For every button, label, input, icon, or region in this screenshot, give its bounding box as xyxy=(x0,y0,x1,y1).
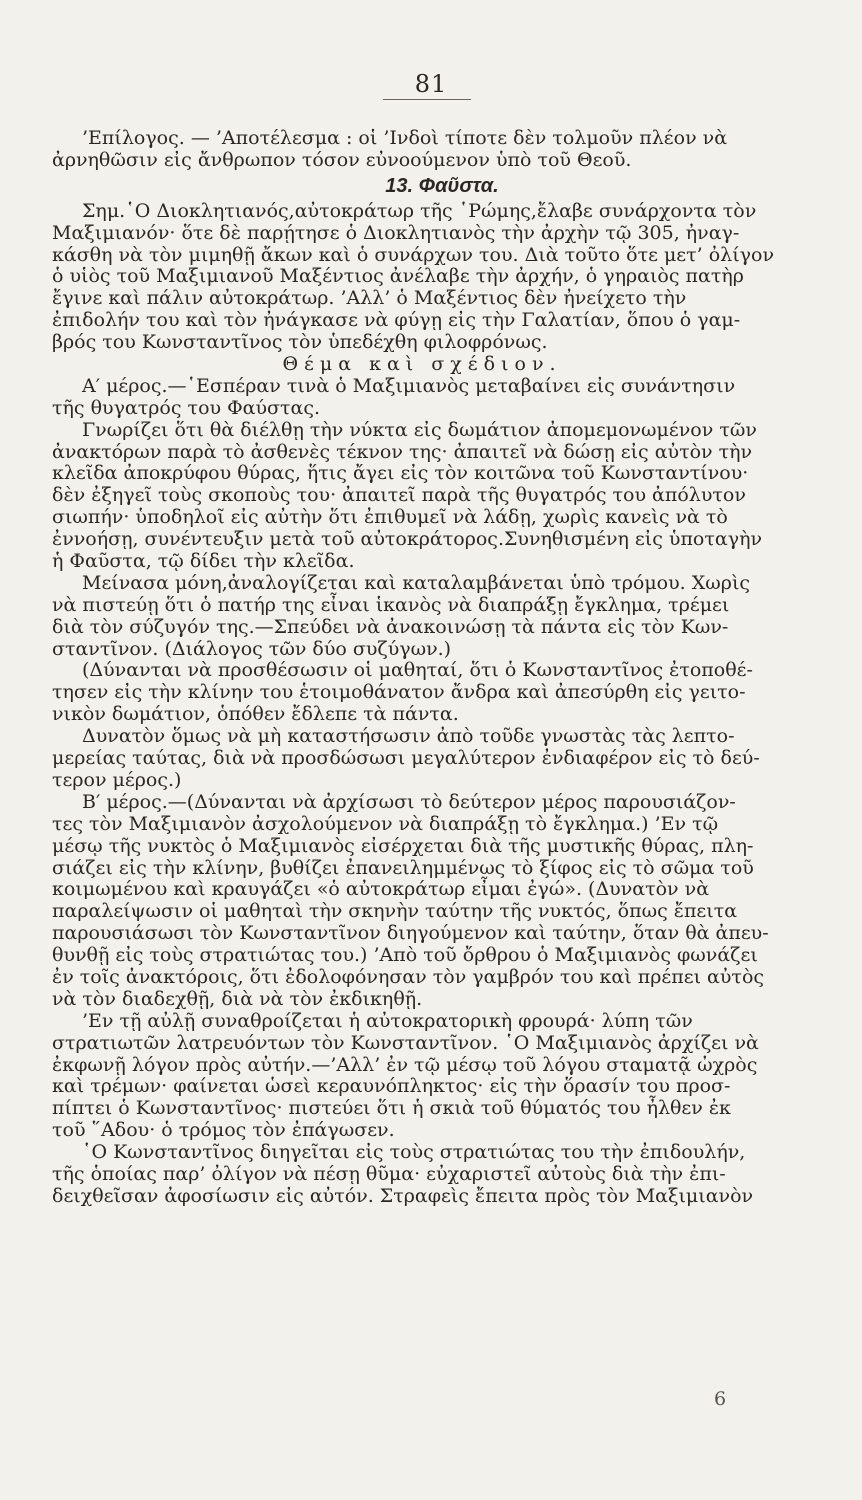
section-heading: 13. Φαῦστα. xyxy=(385,174,499,197)
text-line: τοῦ ῞Αδου· ὁ τρόμος τὸν ἐπάγωσεν. xyxy=(52,1119,395,1142)
text-line: κλεῖδα ἀποκρύφου θύρας, ἥτις ἄγει εἰς τὸν κοιτῶνα τοῦ Κωνσταντίνου· xyxy=(52,462,749,485)
text-line: Β′ μέρος.—(Δύνανται νὰ ἀρχίσωσι τὸ δεύτερον μέρος παρουσιάζον- xyxy=(82,790,736,813)
text-line: ὁ υἱὸς τοῦ Μαξιμιανοῦ Μαξέντιος ἀνέλαβε τὴν ἀρχήν, ὁ γηραιὸς πατὴρ xyxy=(52,265,744,288)
text-line: διὰ τὸν σύζυγόν της.—Σπεύδει νὰ ἀνακοινώσῃ τὰ πάντα εἰς τὸν Κων- xyxy=(52,615,729,638)
text-line: βρός του Κωνσταντῖνος τὸν ὑπεδέχθη φιλοφρόνως. xyxy=(52,331,548,354)
text-line: ἡ Φαῦστα, τῷ δίδει τὴν κλεῖδα. xyxy=(52,550,355,573)
page-number: 81 xyxy=(414,70,448,98)
text-line: ἀνακτόρων παρὰ τὸ ἀσθενὲς τέκνον της· ἀπαιτεῖ νὰ δώσῃ εἰς αὐτὸν τὴν xyxy=(52,440,753,463)
text-line: δὲν ἐξηγεῖ τοὺς σκοποὺς του· ἀπαιτεῖ παρὰ τῆς θυγατρός του ἀπόλυτον xyxy=(52,484,746,507)
text-line: Α′ μέρος.—῾Εσπέραν τινὰ ὁ Μαξιμιανὸς μεταβαίνει εἰς συνάντησιν xyxy=(82,374,736,397)
signature-mark: 6 xyxy=(714,1388,727,1410)
text-line: κάσθη νὰ τὸν μιμηθῇ ἄκων καὶ ὁ συνάρχων του. Διὰ τοῦτο ὅτε μετ’ ὀλίγον xyxy=(52,243,775,266)
text-line: πίπτει ὁ Κωνσταντῖνος· πιστεύει ὅτι ἡ σκιὰ τοῦ θύματός του ἦλθεν ἐκ xyxy=(52,1097,731,1120)
text-line: ῾Ο Κωνσταντῖνος διηγεῖται εἰς τοὺς στρατιώτας του τὴν ἐπιδουλήν, xyxy=(82,1141,746,1164)
text-line: Σημ.῾Ο Διοκλητιανός,αὐτοκράτωρ τῆς ῾Ρώμης,ἔλαβε συνάρχοντα τὸν xyxy=(82,199,757,222)
text-line: στρατιωτῶν λατρευόντων τὸν Κωνσταντῖνον. ῾Ο Μαξιμιανὸς ἀρχίζει νὰ xyxy=(52,1031,759,1054)
text-line: ’Εν τῇ αὐλῇ συναθροίζεται ἡ αὐτοκρατορικὴ φρουρά· λύπη τῶν xyxy=(82,1009,693,1032)
text-line: Μαξιμιανόν· ὅτε δὲ παρῄτησε ὁ Διοκλητιανὸς τὴν ἀρχὴν τῷ 305, ἠναγ- xyxy=(52,221,740,244)
text-line: μερείας ταύτας, διὰ νὰ προσδώσωσι μεγαλύτερον ἐνδιαφέρον εἰς τὸ δεύ- xyxy=(52,747,760,770)
text-line: τερον μέρος.) xyxy=(52,768,182,791)
header-rule xyxy=(383,99,471,100)
text-line: νικὸν δωμάτιον, ὁπόθεν ἔδλεπε τὰ πάντα. xyxy=(52,703,459,726)
text-line: νὰ πιστεύῃ ὅτι ὁ πατήρ της εἶναι ἱκανὸς νὰ διαπράξῃ ἔγκλημα, τρέμει xyxy=(52,593,730,616)
text-line: ἐπιδολήν του καὶ τὸν ἠνάγκασε νὰ φύγῃ εἰς τὴν Γαλατίαν, ὅπου ὁ γαμ- xyxy=(52,309,741,332)
text-line: (Δύνανται νὰ προσθέσωσιν οἱ μαθηταί, ὅτι ὁ Κωνσταντῖνος ἐτοποθέ- xyxy=(82,659,753,682)
text-line: σταντῖνον. (Διάλογος τῶν δύο συζύγων.) xyxy=(52,637,452,660)
text-line: ἐν τοῖς ἀνακτόροις, ὅτι ἐδολοφόνησαν τὸν γαμβρόν του καὶ πρέπει αὐτὸς xyxy=(52,965,765,988)
text-line: Μείνασα μόνη,ἀναλογίζεται καὶ καταλαμβάνεται ὑπὸ τρόμου. Χωρὶς xyxy=(82,571,751,594)
text-line: τῆς ὁποίας παρ’ ὀλίγον νὰ πέσῃ θῦμα· εὐχαριστεῖ αὐτοὺς διὰ τὴν ἐπι- xyxy=(52,1162,726,1185)
text-line: τῆς θυγατρός του Φαύστας. xyxy=(52,396,321,419)
page-body xyxy=(52,128,792,1208)
text-line: ἀρνηθῶσιν εἰς ἄνθρωπον τόσον εὐνοούμενον ὑπὸ τοῦ Θεοῦ. xyxy=(52,148,632,171)
text-line: ἐννοήσῃ, συνέντευξιν μετὰ τοῦ αὐτοκράτορος.Συνηθισμένη εἰς ὑποταγὴν xyxy=(52,528,763,551)
text-line: τες τὸν Μαξιμιανὸν ἀσχολούμενον νὰ διαπράξῃ τὸ ἔγκλημα.) ’Εν τῷ xyxy=(52,812,719,835)
text-line: Δυνατὸν ὅμως νὰ μὴ καταστήσωσιν ἀπὸ τοῦδε γνωστὰς τὰς λεπτο- xyxy=(82,725,735,748)
text-line: Γνωρίζει ὅτι θὰ διέλθῃ τὴν νύκτα εἰς δωμάτιον ἀπομεμονωμένον τῶν xyxy=(82,418,757,441)
text-line: σιωπήν· ὑποδηλοῖ εἰς αὐτὴν ὅτι ἐπιθυμεῖ νὰ λάδῃ, χωρὶς κανεὶς νὰ τὸ xyxy=(52,506,728,529)
text-line: νὰ τὸν διαδεχθῇ, διὰ νὰ τὸν ἐκδικηθῇ. xyxy=(52,987,423,1010)
text-line: ἐκφωνῇ λόγον πρὸς αὐτήν.—’Αλλ’ ἐν τῷ μέσῳ τοῦ λόγου σταματᾷ ὠχρὸς xyxy=(52,1053,758,1076)
subheading: Θέμα καὶ σχέδιον. xyxy=(282,353,562,376)
text-line: σιάζει εἰς τὴν κλίνην, βυθίζει ἐπανειλημμένως τὸ ξίφος εἰς τὸ σῶμα τοῦ xyxy=(52,856,754,879)
text-line: ἔγινε καὶ πάλιν αὐτοκράτωρ. ’Αλλ’ ὁ Μαξέντιος δὲν ἠνείχετο τὴν xyxy=(52,287,687,310)
text-line: παραλείψωσιν οἱ μαθηταὶ τὴν σκηνὴν ταύτην τῆς νυκτός, ὅπως ἔπειτα xyxy=(52,900,738,923)
text-line: θυνθῇ εἰς τοὺς στρατιώτας του.) ’Απὸ τοῦ ὄρθρου ὁ Μαξιμιανὸς φωνάζει xyxy=(52,944,758,967)
text-line: κοιμωμένου καὶ κραυγάζει «ὁ αὐτοκράτωρ εἶμαι ἐγώ». (Δυνατὸν νὰ xyxy=(52,878,710,901)
text-line: καὶ τρέμων· φαίνεται ὡσεὶ κεραυνόπληκτος· εἰς τὴν ὅρασίν του προσ- xyxy=(52,1075,731,1098)
text-line: παρουσιάσωσι τὸν Κωνσταντῖνον διηγούμενον καὶ ταύτην, ὅταν θὰ ἀπευ- xyxy=(52,922,769,945)
text-line: τησεν εἰς τὴν κλίνην του ἑτοιμοθάνατον ἄνδρα καὶ ἀπεσύρθη εἰς γειτο- xyxy=(52,681,746,704)
text-line: μέσῳ τῆς νυκτὸς ὁ Μαξιμιανὸς εἰσέρχεται διὰ τῆς μυστικῆς θύρας, πλη- xyxy=(52,834,754,857)
text-line: ’Επίλογος. — ’Αποτέλεσμα : οἱ ’Ινδοὶ τίποτε δὲν τολμοῦν πλέον νὰ xyxy=(82,127,728,149)
text-line: δειχθεῖσαν ἀφοσίωσιν εἰς αὐτόν. Στραφεὶς ἔπειτα πρὸς τὸν Μαξιμιανὸν xyxy=(52,1184,754,1207)
